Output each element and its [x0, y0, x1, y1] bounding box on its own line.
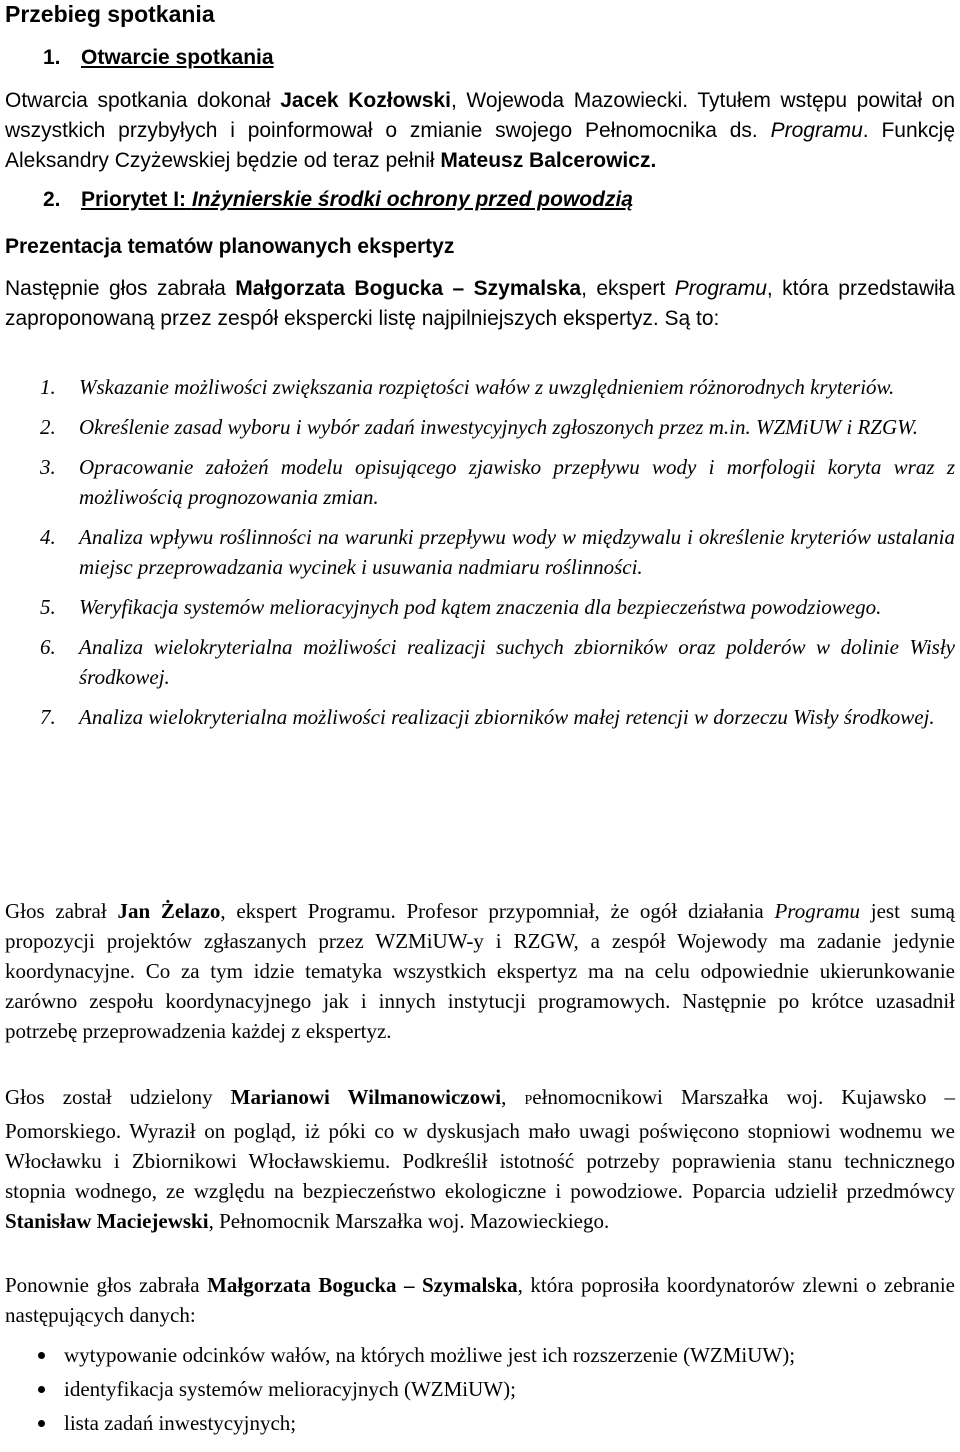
list-item: identyfikacja systemów melioracyjnych (WZMiUW);	[5, 1374, 955, 1408]
list-item: 4. Analiza wpływu roślinności na warunki przepływu wody w międzywalu i określenie kryteriów ustalania miejsc przeprowadzania wycinek i usuwania nadmiaru roślinności.	[40, 525, 955, 579]
list-item: 3. Opracowanie założeń modelu opisującego zjawisko przepływu wody i morfologii koryta wraz z możliwością prognozowania zmian.	[40, 455, 955, 509]
bullet-icon	[38, 1420, 45, 1427]
speaker-name: Jan Żelazo	[117, 899, 221, 923]
list-item: 7. Analiza wielokryterialna możliwości realizacji zbiorników małej retencji w dorzeczu Wisły środkowej.	[40, 705, 935, 729]
section-1-number: 1.	[43, 46, 61, 69]
list-item: 5. Weryfikacja systemów melioracyjnych pod kątem znaczenia dla bezpieczeństwa powodziowego.	[40, 595, 882, 619]
program-ref: Programu	[674, 277, 767, 300]
list-item: lista zadań inwestycyjnych;	[5, 1408, 955, 1438]
zelazo-paragraph: Głos zabrał Jan Żelazo, ekspert Programu. Profesor przypomniał, że ogół działania Programu jest sumą propozycji projektów zgłaszanych przez WZMiUW-y i RZGW, a zespół Wojewody ma zadanie jedynie koordynacyjne. Co za tym idzie tematyka wszystkich ekspertyz ma na celu odpowiednie ukierunkowanie zarówno zespołu koordynacyjnego jak i innych instytucji programowych. Następnie po krótce uzasadnił potrzebę przeprowadzenia każdej z ekspertyz.	[5, 899, 956, 1043]
data-request-paragraph: Ponownie głos zabrała Małgorzata Bogucka – Szymalska, która poprosiła koordynatorów zlewni o zebranie następujących danych:	[5, 1273, 956, 1327]
experts-intro-paragraph: Następnie głos zabrała Małgorzata Bogucka – Szymalska, ekspert Programu, która przedstawiła zaproponowaną przez zespół ekspercki listę najpilniejszych ekspertyz. Są to:	[5, 277, 956, 330]
page-title: Przebieg spotkania	[5, 1, 215, 27]
program-ref: Programu	[774, 899, 861, 923]
speaker-name: Jacek Kozłowski	[280, 89, 451, 112]
speaker-name: Małgorzata Bogucka – Szymalska	[207, 1273, 518, 1297]
section-2-number: 2.	[43, 188, 61, 211]
list-item: 2. Określenie zasad wyboru i wybór zadań inwestycyjnych zgłoszonych przez m.in. WZMiUW i RZGW.	[40, 415, 918, 439]
expertise-list	[5, 372, 955, 732]
new-plenipotentiary-name: Mateusz Balcerowicz.	[440, 149, 657, 172]
list-item: 1. Wskazanie możliwości zwiększania rozpiętości wałów z uwzględnieniem różnorodnych kryteriów.	[40, 375, 895, 399]
list-item: 6. Analiza wielokryterialna możliwości realizacji suchych zbiorników oraz polderów w dolinie Wisły środkowej.	[40, 635, 955, 689]
bullet-icon	[38, 1386, 45, 1393]
section-1-title: Otwarcie spotkania	[81, 46, 274, 69]
section-1-heading	[43, 44, 274, 72]
bullet-icon	[38, 1352, 45, 1359]
list-item: wytypowanie odcinków wałów, na których możliwe jest ich rozszerzenie (WZMiUW);	[5, 1340, 955, 1374]
section-2-subheading: Prezentacja tematów planowanych ekspertyz	[5, 235, 455, 258]
wilmanowicz-paragraph: Głos został udzielony Marianowi Wilmanowiczowi, Pełnomocnikowi Marszałka woj. Kujawsko – Pomorskiego. Wyraził on pogląd, iż póki co w dyskusjach mało uwagi poświęcono stopniowi wodnemu we Włocławku i Zbiornikowi Włocławskiemu. Podkreślił istotność potrzeby poprawienia stanu technicznego stopnia wodnego, ze względu na bezpieczeństwo ekologiczne i powodziowe. Poparcia udzielił przedmówcy Stanisław Maciejewski, Pełnomocnik Marszałka woj. Mazowieckiego.	[5, 1085, 956, 1233]
speaker-name: Stanisław Maciejewski	[5, 1209, 209, 1233]
program-ref: Programu	[770, 119, 863, 142]
section-2-heading	[43, 186, 633, 214]
speaker-name: Marianowi Wilmanowiczowi	[230, 1085, 502, 1109]
section-2-title: Priorytet I: Inżynierskie środki ochrony przed powodzią	[81, 188, 633, 211]
opening-paragraph: Otwarcia spotkania dokonał Jacek Kozłowski, Wojewoda Mazowiecki. Tytułem wstępu powitał on wszystkich przybyłych i poinformował o zmianie swojego Pełnomocnika ds. Programu. Funkcję Aleksandry Czyżewskiej będzie od teraz pełnił Mateusz Balcerowicz.	[5, 89, 956, 172]
requested-data-list	[5, 1340, 955, 1438]
speaker-name: Małgorzata Bogucka – Szymalska	[235, 277, 582, 300]
